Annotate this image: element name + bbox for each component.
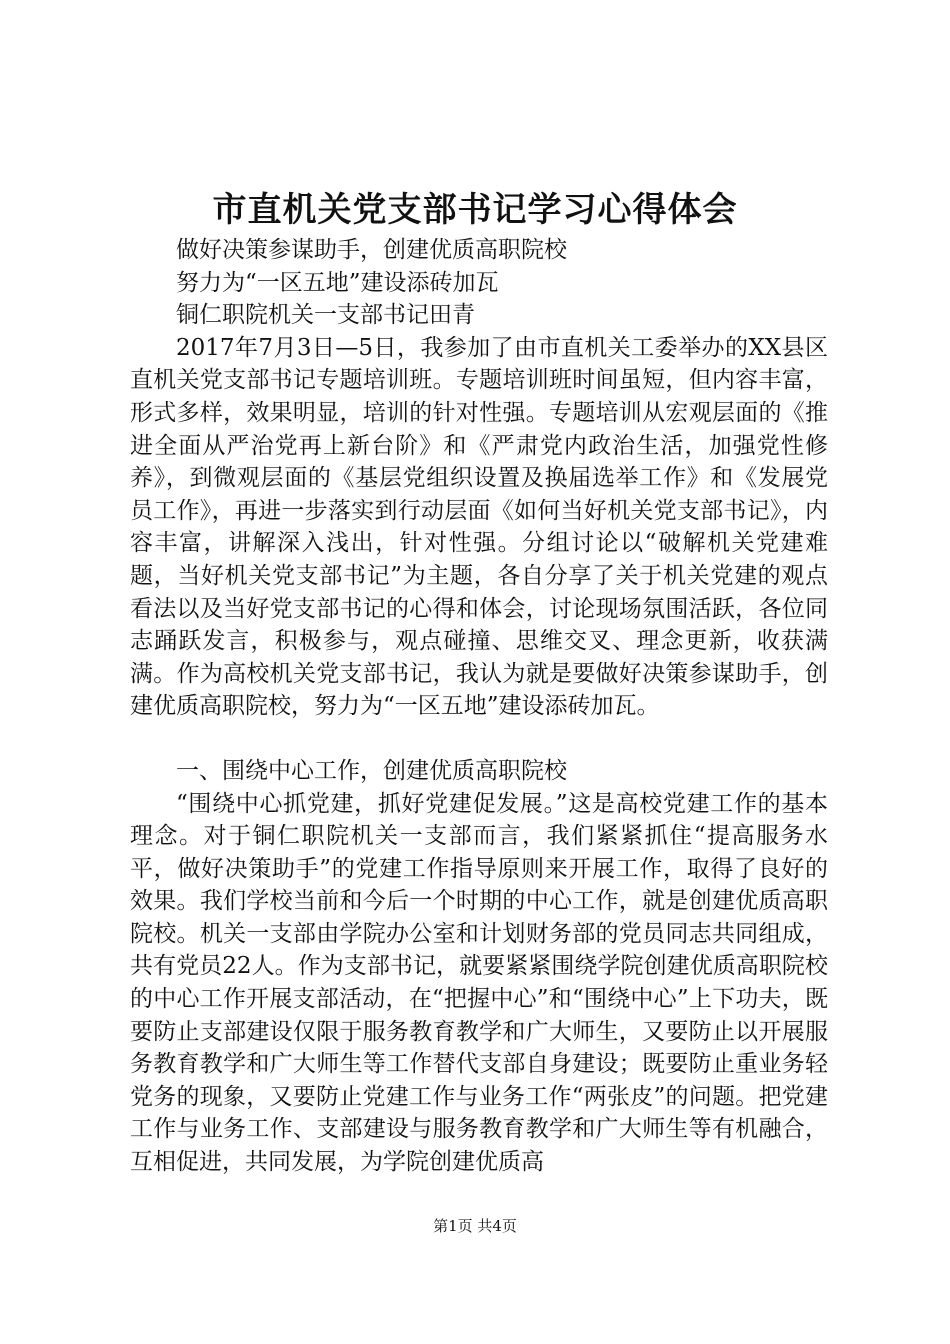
- body-paragraph: 2017年7月3日—5日，我参加了由市直机关工委举办的XX县区直机关党支部书记专题培训班。专题培训班时间虽短，但内容丰富，形式多样，效果明显，培训的针对性强。专题培训从宏观层面的《推进全面从严治党再上新台阶》和《严肃党内政治生活，加强党性修养》，到微观层面的《基层党组织设置及换届选举工作》和《发展党员工作》，再进一步落实到行动层面《如何当好机关党支部书记》，内容丰富，讲解深入浅出，针对性强。分组讨论以“破解机关党建难题，当好机关党支部书记”为主题，各自分享了关于机关党建的观点看法以及当好党支部书记的心得和体会，讨论现场氛围活跃，各位同志踊跃发言，积极参与，观点碰撞、思维交叉、理念更新，收获满满。作为高校机关党支部书记，我认为就是要做好决策参谋助手，创建优质高职院校，努力为“一区五地”建设添砖加瓦。: [130, 334, 828, 720]
- body-paragraph: “围绕中心抓党建，抓好党建促发展。”这是高校党建工作的基本理念。对于铜仁职院机关一支部而言，我们紧紧抓住“提高服务水平，做好决策助手”的党建工作指导原则来开展工作，取得了良好的效果。我们学校当前和今后一个时期的中心工作，就是创建优质高职院校。机关一支部由学院办公室和计划财务部的党员同志共同组成，共有党员22人。作为支部书记，就要紧紧围绕学院创建优质高职院校的中心工作开展支部活动，在“把握中心”和“围绕中心”上下功夫，既要防止支部建设仅限于服务教育教学和广大师生，又要防止以开展服务教育教学和广大师生等工作替代支部自身建设；既要防止重业务轻党务的现象，又要防止党建工作与业务工作“两张皮”的问题。把党建工作与业务工作、支部建设与服务教育教学和广大师生等有机融合，互相促进，共同发展，为学院创建优质高: [130, 790, 828, 1176]
- intro-line: 做好决策参谋助手，创建优质高职院校: [176, 237, 567, 263]
- paragraph-spacer: [130, 723, 828, 755]
- document-title: 市直机关党支部书记学习心得体会: [212, 190, 738, 230]
- section-heading: 一、围绕中心工作，创建优质高职院校: [176, 757, 567, 784]
- page-footer: 第1页 共4页: [433, 1217, 517, 1235]
- document-body: [130, 234, 828, 1179]
- intro-line: 铜仁职院机关一支部书记田青: [176, 302, 475, 329]
- intro-line: 努力为“一区五地”建设添砖加瓦: [176, 269, 499, 296]
